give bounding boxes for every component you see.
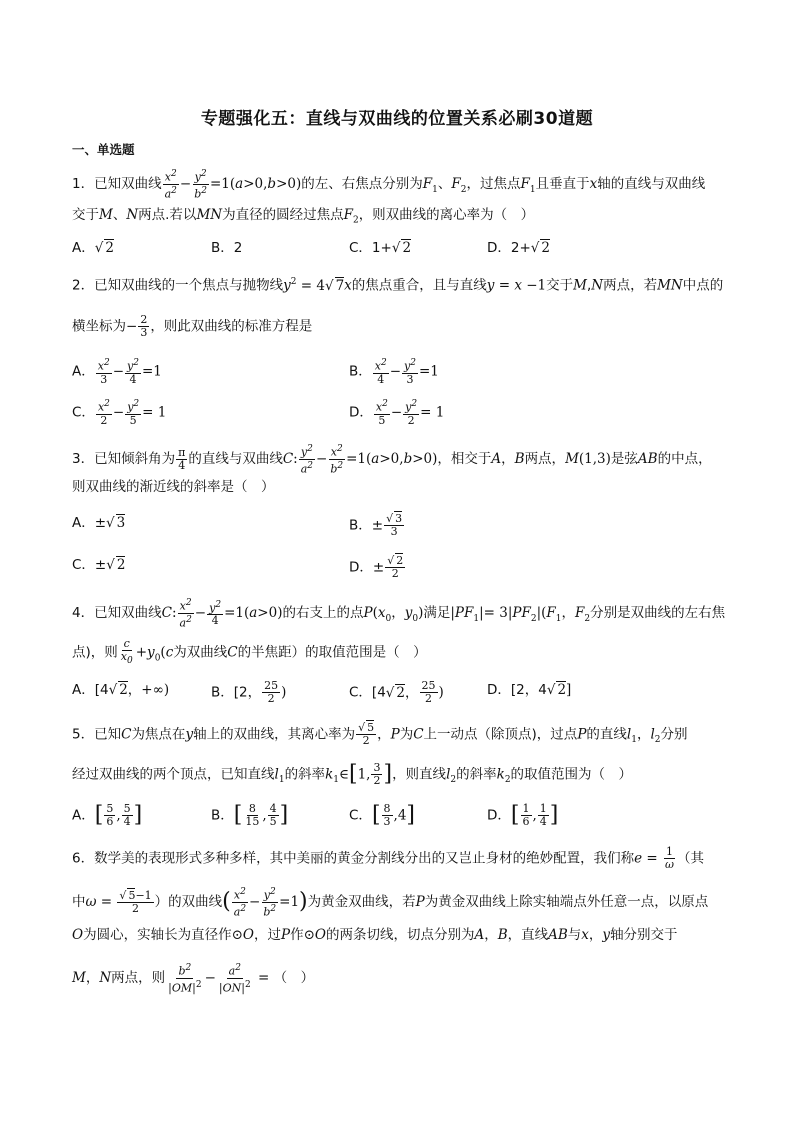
q2-option-a[interactable]: A． $\frac{x^2}{3}$ − $\frac{y^2}{4}$ =1: [72, 358, 162, 386]
question-4-line-2: 点)，则 $\frac{c}{x_0}$ $+y_0(c$为双曲线C的半焦距）的取值范围是（ ）: [72, 637, 427, 667]
q4-option-a[interactable]: A．[4√ 2，+∞): [72, 682, 170, 698]
q1-option-d[interactable]: D．2+√ 2: [487, 240, 550, 256]
question-4-line-1: 4．已知双曲线C: $\frac{x^2}{a^2}$ − $\frac{y^2}{4}$ =1(a>0)的右支上的点$P(x_0$，$y_0$)满足$|PF_1|= 3|PF_2|(F_1$，$F_2$分别是双曲线的左右焦: [72, 598, 726, 630]
question-3-line-1: 3．已知倾斜角为 $\frac{\pi}{4}$ 的直线与双曲线C: $\frac{y^2}{a^2}$ − $\frac{x^2}{b^2}$ =1(a>0,b>0)，相交于A，B两点，M(1,3)是弦AB的中点，: [72, 444, 712, 476]
q4-option-d[interactable]: D．[2，4√ 2]: [487, 682, 572, 698]
q2-option-d[interactable]: D． $\frac{x^2}{5}$ − $\frac{y^2}{2}$ = 1: [349, 399, 445, 427]
q4-option-b[interactable]: B．[2， $\frac{25}{2}$ ): [211, 679, 287, 705]
q1-option-b[interactable]: B．2: [211, 240, 243, 256]
q5-option-a[interactable]: A．[ $\frac{5}{6}$ , $\frac{5}{4}$ ]: [72, 802, 143, 828]
q3-option-d[interactable]: D．± $\frac{√ 2}{2}$: [349, 554, 404, 580]
q2-option-c[interactable]: C． $\frac{x^2}{2}$ − $\frac{y^2}{5}$ = 1: [72, 399, 167, 427]
q2-option-b[interactable]: B． $\frac{x^2}{4}$ − $\frac{y^2}{3}$ =1: [349, 358, 439, 386]
question-1-line-1: 1．已知双曲线 $\frac{x^2}{a^2}$ − $\frac{y^2}{b^2}$ =1(a>0,b>0)的左、右焦点分别为$F_1$、$F_2$，过焦点$F_1$且垂直于x轴的直线与双曲线: [72, 169, 706, 201]
question-6-line-3: O为圆心，实轴长为直径作⊙O，过P作⊙O的两条切线，切点分别为A，B，直线AB与x，y轴分别交于: [72, 927, 678, 943]
q5-option-b[interactable]: B．[ $\frac{8}{15}$ , $\frac{4}{5}$ ]: [211, 802, 289, 828]
question-3-line-2: 则双曲线的渐近线的斜率是（ ）: [72, 479, 275, 495]
q5-option-d[interactable]: D．[ $\frac{1}{6}$ , $\frac{1}{4}$ ]: [487, 802, 559, 828]
question-6-line-4: M，N两点，则 $\frac{b^2}{|OM|^2}$ − $\frac{a^2}{|ON|^2}$ = （ ）: [72, 963, 315, 995]
question-6-line-2: 中ω = $\frac{√ 5-1}{2}$ ）的双曲线( $\frac{x^2}{a^2}$ − $\frac{y^2}{b^2}$ =1)为黄金双曲线，若P为黄金双曲线上除实轴端点外任意一点，以原点: [72, 887, 709, 919]
question-1-line-2: 交于M、N两点.若以MN为直径的圆经过焦点$F_2$，则双曲线的离心率为（ ）: [72, 207, 535, 226]
question-6-line-1: 6．数学美的表现形式多种多样，其中美丽的黄金分割线分出的又岂止身材的绝妙配置，我们称e = $\frac{1}{\omega}$ （其: [72, 845, 704, 871]
q3-option-a[interactable]: A．±√ 3: [72, 515, 126, 531]
q3-option-c[interactable]: C．±√ 2: [72, 557, 126, 573]
q1-option-a[interactable]: A．√ 2: [72, 240, 114, 256]
q1-option-c[interactable]: C．1+√ 2: [349, 240, 412, 256]
question-2-line-1: 2．已知双曲线的一个焦点与抛物线$y^2 = 4√$ 7x的焦点重合，且与直线y = x −1交于M,N两点，若MN中点的: [72, 277, 724, 294]
page-title: 专题强化五：直线与双曲线的位置关系必刷30道题: [200, 109, 594, 129]
section-heading: 一、单选题: [72, 142, 135, 157]
question-5-line-1: 5．已知C为焦点在y轴上的双曲线，其离心率为 $\frac{√ 5}{2}$ ，P为C上一动点（除顶点)，过点P的直线$l_1$，$l_2$分别: [72, 721, 688, 747]
q3-option-b[interactable]: B．± $\frac{√ 3}{3}$: [349, 512, 403, 538]
question-2-line-2: 横坐标为− $\frac{2}{3}$ ，则此双曲线的标准方程是: [72, 313, 313, 339]
q4-option-c[interactable]: C．[4√ 2， $\frac{25}{2}$ ): [349, 679, 444, 705]
question-5-line-2: 经过双曲线的两个顶点，已知直线$l_1$的斜率$k_1\in[1$, $\frac{3}{2}$ ]，则直线$l_2$的斜率$k_2$的取值范围为（ ）: [72, 761, 633, 787]
q5-option-c[interactable]: C．[ $\frac{8}{3}$ ,4]: [349, 802, 416, 828]
